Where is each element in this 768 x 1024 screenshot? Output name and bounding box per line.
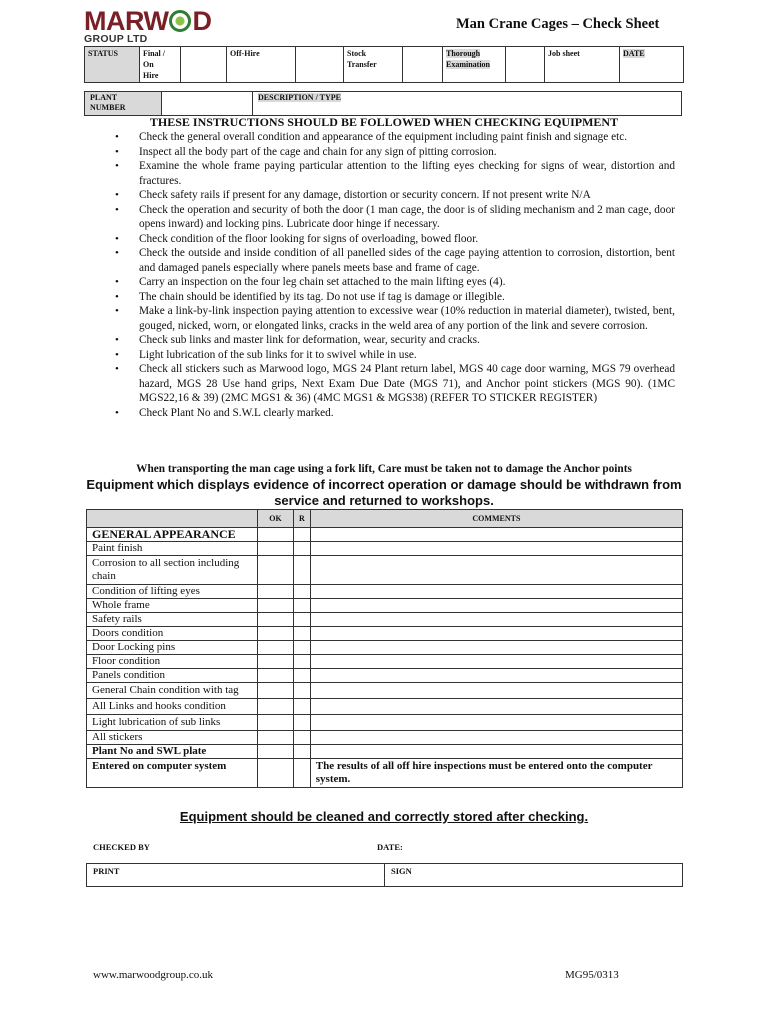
item-header — [87, 510, 258, 528]
checked-by-label: CHECKED BY — [93, 842, 150, 852]
comment-cell[interactable] — [310, 613, 682, 627]
table-row — [87, 745, 683, 759]
ok-cell[interactable] — [258, 669, 294, 683]
check-item: Panels condition — [87, 669, 258, 683]
plant-swl-item: Plant No and SWL plate — [87, 745, 258, 759]
instructions-list — [84, 130, 675, 420]
description-label: DESCRIPTION / TYPE — [258, 93, 341, 102]
table-row — [87, 542, 683, 556]
instructions-title: THESE INSTRUCTIONS SHOULD BE FOLLOWED WHEN CHECKING EQUIPMENT — [149, 115, 619, 129]
r-cell[interactable] — [294, 528, 311, 542]
examination-line: Examination — [446, 60, 491, 69]
stock-transfer-label — [344, 47, 403, 83]
comment-cell[interactable] — [310, 715, 682, 731]
status-label: STATUS — [85, 47, 140, 83]
r-cell[interactable] — [294, 556, 311, 585]
stock-transfer-line: Transfer — [347, 60, 377, 69]
instruction-item: • Check the operation and security of both the door (1 man cage, the door is of sliding mechanism and 2 man cage, door opens inward) and locking pins. Lubricate door hinge if necessary. — [84, 203, 675, 232]
off-hire-box[interactable] — [296, 47, 344, 83]
plant-table — [84, 91, 682, 116]
instruction-item: • Examine the whole frame paying particular attention to the lifting eyes checking for signs of wear, distortion and fractures. — [84, 159, 675, 188]
print-label: PRINT — [93, 866, 120, 876]
sign-label: SIGN — [391, 866, 412, 876]
table-row — [87, 613, 683, 627]
instruction-item: • Carry an inspection on the four leg chain set attached to the main lifting eyes (4). — [84, 275, 675, 290]
check-item: Condition of lifting eyes — [87, 585, 258, 599]
comment-cell[interactable] — [310, 627, 682, 641]
ok-cell[interactable] — [258, 655, 294, 669]
job-sheet-label: Job sheet — [545, 47, 620, 83]
ok-cell[interactable] — [258, 528, 294, 542]
check-item: Doors condition — [87, 627, 258, 641]
check-table — [86, 509, 683, 788]
footer-code: MG95/0313 — [565, 969, 619, 981]
date-label — [620, 47, 684, 83]
plant-number-field[interactable] — [162, 92, 253, 116]
comment-cell[interactable] — [310, 669, 682, 683]
comment-cell[interactable] — [310, 655, 682, 669]
r-cell[interactable] — [294, 613, 311, 627]
stock-transfer-line: Stock — [347, 49, 367, 58]
logo-subtitle: GROUP LTD — [84, 33, 148, 45]
thorough-examination-label — [443, 47, 506, 83]
check-item: Whole frame — [87, 599, 258, 613]
ok-cell[interactable] — [258, 715, 294, 731]
comment-cell[interactable] — [310, 641, 682, 655]
logo-text: MARW — [84, 6, 169, 36]
ok-cell[interactable] — [258, 759, 294, 788]
table-row — [87, 556, 683, 585]
final-on-hire-box[interactable] — [181, 47, 227, 83]
thorough-line: Thorough — [446, 49, 481, 58]
r-cell[interactable] — [294, 655, 311, 669]
date-signoff-label: DATE: — [377, 842, 403, 852]
check-item: Safety rails — [87, 613, 258, 627]
final-on-hire-line: On — [143, 60, 154, 69]
forklift-warning: When transporting the man cage using a fork lift, Care must be taken not to damage the Anchor points — [136, 463, 632, 475]
r-cell[interactable] — [294, 715, 311, 731]
instruction-item: • Check safety rails if present for any damage, distortion or security concern. If not present write N/A — [84, 188, 675, 203]
comment-cell[interactable] — [310, 585, 682, 599]
number-line: NUMBER — [90, 103, 126, 112]
table-row — [87, 627, 683, 641]
check-item: Light lubrication of sub links — [87, 715, 258, 731]
table-row — [87, 759, 683, 788]
company-logo — [84, 8, 211, 35]
r-header: R — [294, 510, 311, 528]
ok-header: OK — [258, 510, 294, 528]
comment-cell[interactable] — [310, 745, 682, 759]
instruction-item: • Check sub links and master link for deformation, wear, security and cracks. — [84, 333, 675, 348]
instruction-item: • Check condition of the floor looking for signs of overloading, bowed floor. — [84, 232, 675, 247]
instruction-item: • Check all stickers such as Marwood logo, MGS 24 Plant return label, MGS 40 cage door warning, MGS 79 overhead hazard, MGS 28 Use hand grips, Next Exam Due Date (MGS 71), and Anchor point stickers (MGS 90). (1MC MGS22,16 & 39) (2MC MGS1 & 36) (4MC MGS1 & MGS38) (REFER TO STICKER REGISTER) — [84, 362, 675, 406]
off-hire-label: Off-Hire — [227, 47, 296, 83]
comment-cell[interactable] — [310, 542, 682, 556]
table-row — [87, 641, 683, 655]
ok-cell[interactable] — [258, 627, 294, 641]
instruction-item: • Light lubrication of the sub links for it to swivel while in use. — [84, 348, 675, 363]
signature-table — [86, 863, 683, 887]
r-cell[interactable] — [294, 627, 311, 641]
r-cell[interactable] — [294, 542, 311, 556]
cleaned-note: Equipment should be cleaned and correctly stored after checking. — [179, 809, 589, 824]
logo-o-icon — [169, 10, 191, 32]
stock-transfer-box[interactable] — [403, 47, 443, 83]
r-cell[interactable] — [294, 599, 311, 613]
ok-cell[interactable] — [258, 542, 294, 556]
instruction-item: • Check Plant No and S.W.L clearly marked. — [84, 406, 675, 421]
instruction-item: • Check the outside and inside condition of all panelled sides of the cage paying attention to corrosion, distortion, bent and damaged panels especially where panels meets base and frame of cage. — [84, 246, 675, 275]
ok-cell[interactable] — [258, 745, 294, 759]
sign-field[interactable] — [385, 864, 683, 887]
r-cell[interactable] — [294, 759, 311, 788]
check-item: All Links and hooks condition — [87, 699, 258, 715]
r-cell[interactable] — [294, 699, 311, 715]
comment-cell[interactable] — [310, 699, 682, 715]
table-row — [87, 655, 683, 669]
date-text: DATE — [623, 49, 645, 58]
check-item: Floor condition — [87, 655, 258, 669]
table-row — [87, 669, 683, 683]
final-on-hire-line: Hire — [143, 71, 159, 80]
ok-cell[interactable] — [258, 556, 294, 585]
ok-cell[interactable] — [258, 699, 294, 715]
table-row — [87, 731, 683, 745]
instruction-item: • Make a link-by-link inspection paying attention to excessive wear (10% reduction in material diameter), twisted, bent, gouged, nicked, worn, or elongated links, cracks in the weld area of any portion of the link and severe corrosion. — [84, 304, 675, 333]
r-cell[interactable] — [294, 683, 311, 699]
table-row — [87, 683, 683, 699]
check-table-header — [87, 510, 683, 528]
ok-cell[interactable] — [258, 641, 294, 655]
comment-cell[interactable] — [310, 599, 682, 613]
r-cell[interactable] — [294, 641, 311, 655]
comment-cell[interactable] — [310, 683, 682, 699]
instruction-item: • The chain should be identified by its tag. Do not use if tag is damage or illegible. — [84, 290, 675, 305]
ok-cell[interactable] — [258, 599, 294, 613]
comment-cell[interactable] — [310, 556, 682, 585]
comment-cell[interactable] — [310, 528, 682, 542]
print-field[interactable] — [87, 864, 385, 887]
page-title: Man Crane Cages – Check Sheet — [456, 16, 660, 32]
thorough-examination-box[interactable] — [506, 47, 545, 83]
table-row — [87, 528, 683, 542]
r-cell[interactable] — [294, 585, 311, 599]
status-table — [84, 46, 684, 83]
ok-cell[interactable] — [258, 585, 294, 599]
computer-note: The results of all off hire inspections must be entered onto the computer system. — [310, 759, 682, 788]
table-row — [87, 585, 683, 599]
final-on-hire-line: Final / — [143, 49, 166, 58]
withdraw-warning: Equipment which displays evidence of incorrect operation or damage should be withdrawn from service and returned to workshops. — [86, 477, 682, 508]
check-item: Paint finish — [87, 542, 258, 556]
ok-cell[interactable] — [258, 683, 294, 699]
description-field[interactable] — [253, 92, 682, 116]
instruction-item: • Check the general overall condition and appearance of the equipment including paint finish and signage etc. — [84, 130, 675, 145]
table-row — [87, 599, 683, 613]
r-cell[interactable] — [294, 669, 311, 683]
ok-cell[interactable] — [258, 613, 294, 627]
check-item: General Chain condition with tag — [87, 683, 258, 699]
footer-url: www.marwoodgroup.co.uk — [93, 969, 213, 981]
table-row — [87, 715, 683, 731]
r-cell[interactable] — [294, 745, 311, 759]
comments-header: COMMENTS — [310, 510, 682, 528]
computer-entry-item: Entered on computer system — [87, 759, 258, 788]
final-on-hire-label — [140, 47, 181, 83]
plant-number-label — [85, 92, 162, 116]
table-row — [87, 699, 683, 715]
instruction-item: • Inspect all the body part of the cage and chain for any sign of pitting corrosion. — [84, 145, 675, 160]
ok-cell[interactable] — [258, 731, 294, 745]
check-item: Corrosion to all section including chain — [87, 556, 258, 585]
check-item: Door Locking pins — [87, 641, 258, 655]
section-heading: GENERAL APPEARANCE — [87, 528, 258, 542]
r-cell[interactable] — [294, 731, 311, 745]
logo-text-end: D — [192, 6, 212, 36]
comment-cell[interactable] — [310, 731, 682, 745]
check-item: All stickers — [87, 731, 258, 745]
plant-line: PLANT — [90, 93, 118, 102]
